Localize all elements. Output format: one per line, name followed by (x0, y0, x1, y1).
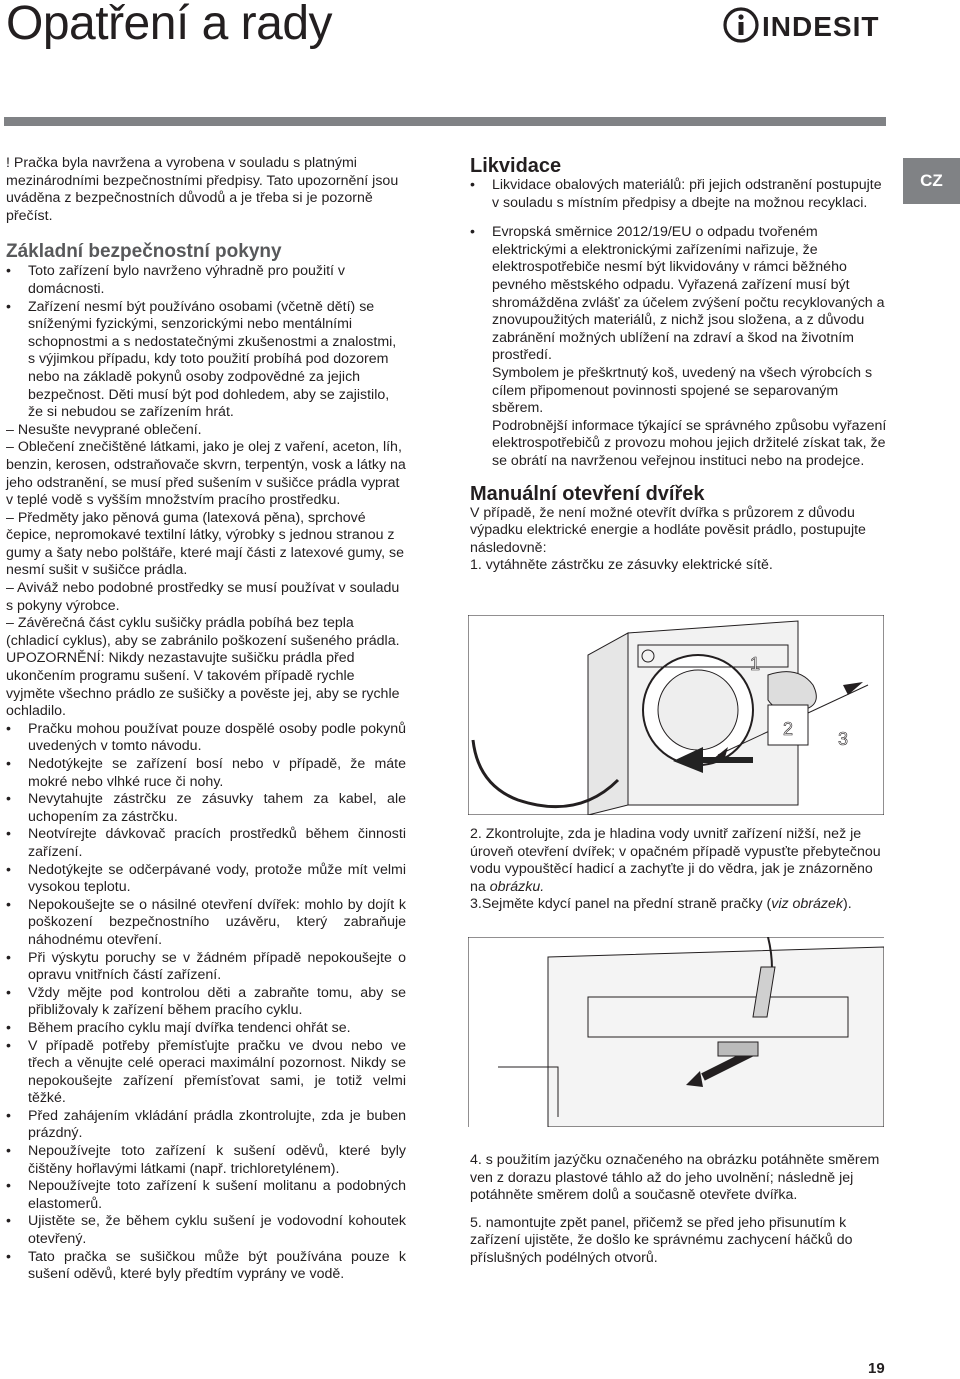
list-item: • Nepoužívejte toto zařízení k sušení oděvů, které byly čištěny hořlavými látkami (např. trichloretylénem). (6, 1143, 406, 1178)
list-item: • Vždy mějte pod kontrolou děti a zabraňte tomu, aby se přibližovaly k zařízení během pracího cyklu. (6, 985, 406, 1020)
manual-intro: V případě, že není možné otevřít dvířka s průzorem z důvodu výpadku elektrické energie a hodláte pověsit prádlo, postupujte následovně: (470, 504, 866, 556)
right-column-steps (470, 826, 890, 914)
dash-item: – Aviváž nebo podobné prostředky se musí používat v souladu s pokyny výrobce. (6, 580, 400, 614)
list-item: • Během pracího cyklu mají dvířka tendenci ohřát se. (6, 1020, 406, 1038)
step-2-text: 2. Zkontrolujte, zda je hladina vody uvnitř zařízení nižší, než je úroveň otevření dvířek; v opačném případě vypusťte přebytečnou vodu vypouštěcí hadicí a zachyťte ji do vědra, jak je znázorněno na (470, 826, 881, 895)
step-3-end: ). (843, 896, 852, 913)
step-4: 4. s použitím jazýčku označeného na obrázku potáhněte směrem ven z dorazu plastové táhlo až do jeho uvolnění; následně jej potáhněte směrem dolů a současně otevřete dvířka. (470, 1152, 880, 1204)
dash-item: – Nesušte nevyprané oblečení. (6, 421, 202, 438)
rules-list (6, 721, 406, 1284)
step-label: 3 (838, 729, 849, 749)
list-item: • Při výskytu poruchy se v žádném případě nepokoušejte o opravu vnitřních částí zařízení. (6, 950, 406, 985)
disposal-heading: Likvidace (470, 155, 562, 177)
right-column-final-steps (470, 1152, 890, 1268)
disposal-list (470, 177, 890, 471)
list-item: • Neotvírejte dávkovač pracích prostředků během činnosti zařízení. (6, 826, 406, 861)
language-tab: CZ (903, 158, 960, 204)
list-item-text: Evropská směrnice 2012/19/EU o odpadu tvořeném elektrickými a elektronickými zařízeními nařizuje, že elektrospotřebiče nesmí být likvidovány v rámci běžného pevného městského odpadu. Vyřazená zařízení musí být shromážděna zvlášť za účelem zvýšení počtu recyklovaných a znovupoužitých materiálů, z nichž jsou složena, a z důvodu zabránění možných ublížení na zdraví a škod na životním prostředí. (492, 224, 885, 364)
list-item: • V případě potřeby přemísťujte pračku ve dvou nebo ve třech a věnujte celé operaci maximální pozornost. Nikdy se nepokoušejte zařízení přemísťovat sami, je totiž velmi těžké. (6, 1038, 406, 1108)
step-label: 1 (750, 654, 761, 674)
intro-text: ! Pračka byla navržena a vyrobena v souladu s platnými mezinárodními bezpečnostními předpisy. Tato upozornění jsou uváděna z bezpečnostních důvodů a je třeba si je pozorně přečíst. (6, 155, 399, 224)
right-column (470, 155, 890, 575)
list-item: • Tato pračka se sušičkou může být používána pouze k sušení oděvů, které byly předtím vyprány ve vodě. (6, 1249, 406, 1284)
warning-text: UPOZORNĚNÍ: Nikdy nezastavujte sušičku prádla před ukončením programu sušení. V takovém případě rychle vyjměte všechno prádlo ze sušičky a pověste jej, aby se rychle ochladilo. (6, 650, 400, 720)
dash-item: – Předměty jako pěnová guma (latexová pěna), sprchové čepice, nepromokavé textilní látky, výrobky s jednou stranou z gumy a šaty nebo polštáře, které mají části z latexové gumy, se nesmí sušit v sušičce prádla. (6, 509, 404, 579)
dash-item: – Závěrečná část cyklu sušičky prádla pobíhá bez tepla (chladicí cyklus), aby se zabránilo poškození sušeného prádla. (6, 615, 400, 649)
list-item: • Nepokoušejte se o násilné otevření dvířek: mohlo by dojít k poškození bezpečnostního uzávěru, který zabraňuje náhodnému otevření. (6, 897, 406, 950)
step-2-ref: obrázku. (489, 878, 545, 895)
header-divider (4, 117, 886, 126)
list-item: • Nedotýkejte se odčerpávané vody, protože může mít velmi vysokou teplotu. (6, 862, 406, 897)
door-opening-illustration (468, 615, 884, 815)
list-item: • Nepoužívejte toto zařízení k sušení molitanu a podobných elastomerů. (6, 1178, 406, 1213)
list-item-text: Podrobnější informace týkající se správného způsobu vyřazení elektrospotřebičů z provozu mohou jejich držitelé získat tak, že se obrátí na navrženou veřejnou instituci nebo na prodejce. (492, 417, 887, 469)
list-item: • Ujistěte se, že během cyklu sušení je vodovodní kohoutek otevřený. (6, 1213, 406, 1248)
step-1: 1. vytáhněte zástrčku ze zásuvky elektrické sítě. (470, 557, 773, 574)
list-item (470, 224, 890, 470)
page-title: Opatření a rady (6, 0, 333, 50)
step-3-text: 3.Sejměte kdycí panel na přední straně pračky ( (470, 896, 772, 913)
list-item: • Toto zařízení bylo navrženo výhradně pro použití v domácnosti. (6, 263, 406, 298)
list-item: • Před zahájením vkládání prádla zkontrolujte, zda je buben prázdný. (6, 1108, 406, 1143)
list-item: • Nedotýkejte se zařízení bosí nebo v případě, že máte mokré nebo vlhké ruce či nohy. (6, 756, 406, 791)
dash-item: – Oblečení znečištěné látkami, jako je olej z vaření, aceton, líh, benzin, kerosen, odstraňovače skvrn, terpentýn, vosk a látky na jeho odstranění, se musí před sušením v sušičce prádla vyprat v teplé vodě s vyšším množstvím pracího prostředku. (6, 439, 406, 509)
manual-heading: Manuální otevření dvířek (470, 482, 705, 505)
left-column (6, 155, 406, 1284)
step-3-ref: viz obrázek (771, 896, 844, 913)
safety-list (6, 263, 406, 421)
safety-heading: Základní bezpečnostní pokyny (6, 241, 282, 263)
panel-tab-illustration (468, 937, 884, 1127)
list-item-text: Zařízení nesmí být používáno osobami (včetně dětí) se sníženými fyzickými, senzorickými nebo mentálními schopnostmi a s nedostatečnými zkušenostmi a znalostmi, s výjimkou případu, kdy toto použití probíhá pod dozorem nebo na základě pokynů osoby zodpovědné za jejich bezpečnost. Děti musí být pod dohledem, aby se zajistilo, že si nebudou se zařízením hrát. (28, 298, 397, 421)
list-item (6, 299, 406, 422)
step-5: 5. namontujte zpět panel, přičemž se před jeho přisunutím k zařízení ujistěte, že došlo ke správnému zachycení háčků do příslušných podélných otvorů. (470, 1214, 853, 1266)
list-item: • Pračku mohou používat pouze dospělé osoby podle pokynů uvedených v tomto návodu. (6, 721, 406, 756)
list-item: • Nevytahujte zástrčku ze zásuvky tahem za kabel, ale uchopením za zástrčku. (6, 791, 406, 826)
step-3 (470, 896, 890, 914)
list-item: • Likvidace obalových materiálů: při jejich odstranění postupujte v souladu s místním předpisy a dbejte na možnou recyklaci. (470, 177, 890, 212)
step-label: 2 (783, 719, 794, 739)
list-item-text: Symbolem je přeškrtnutý koš, uvedený na všech výrobcích s cílem připomenout povinnosti spojené se separovaným sběrem. (492, 364, 873, 417)
page-number: 19 (868, 1360, 885, 1377)
brand-name: INDESIT (762, 11, 880, 42)
step-2 (470, 826, 890, 896)
